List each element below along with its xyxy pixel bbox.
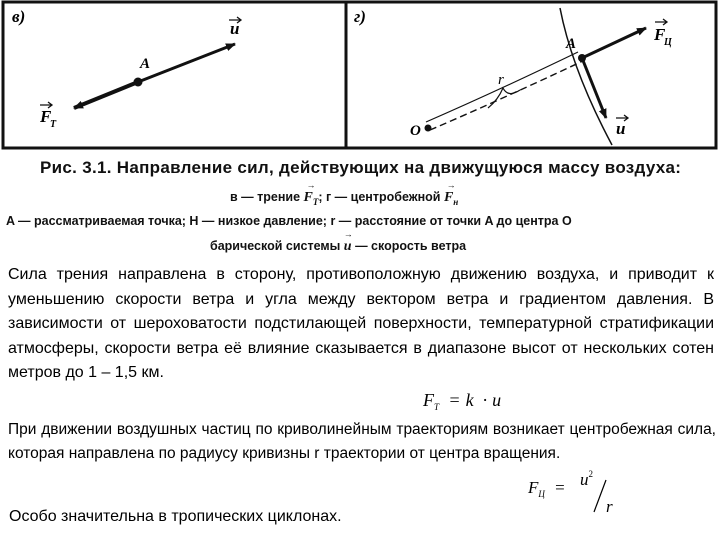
right-vector-u-label: u (616, 119, 626, 138)
center-label: O (410, 123, 421, 139)
formula-friction: $F_Т = k \cdot u$ (423, 390, 502, 412)
paragraph-friction: Сила трения направлена в сторону, противоположную движению воздуха, и приводит к уменьшению скорости ветра и угла между вектором ветра и градиентом давления. В зависимости от шероховатости подстилающей поверхности, температурной стратификации атмосферы, скорости ветра её влияние сказывается в диапазоне высот от нескольких сотен метров до 1 – 1,5 км. (8, 266, 714, 381)
left-vector-u-label: u (230, 19, 240, 38)
panel-right-label: г) (354, 7, 366, 26)
formula-centrifugal-numerator: $u^2$ (580, 469, 593, 489)
caption-friction-symbol: → $F_Т$ (304, 190, 319, 207)
paragraph-tropical: Особо значительна в тропических циклонах. (9, 508, 342, 525)
right-point-label: A (566, 36, 577, 52)
caption-legend-line-3 (210, 239, 466, 255)
caption-legend-line-1 (230, 190, 458, 207)
left-friction-line (74, 82, 138, 108)
right-point-a (578, 54, 586, 62)
paragraph-centrifugal: При движении воздушных частиц по криволинейным траекториям возникает центробежная сила, которая направлена по радиусу кривизны r траектории от центра вращения. (8, 421, 716, 462)
caption-centrifugal-text: ; г — центробежной (318, 190, 441, 204)
caption-velocity-text: — скорость ветра (355, 239, 467, 253)
radius-line (430, 60, 585, 130)
caption-centrifugal-symbol: → $F_н$ (444, 190, 458, 207)
radius-label: r (498, 72, 504, 88)
left-vector-ft-label: F (40, 107, 52, 126)
right-vector-fc-label: F (654, 25, 666, 44)
center-point-o (425, 125, 432, 132)
left-point-label: A (140, 56, 151, 72)
caption-friction-text: в — трение (230, 190, 301, 204)
formula-centrifugal-denominator: r (606, 497, 613, 516)
caption-system-text: барической системы (210, 239, 341, 253)
centrifugal-force-line (582, 28, 646, 58)
caption-velocity-symbol: → u (344, 239, 352, 255)
right-vector-fc-sub: Ц (664, 37, 672, 48)
formula-centrifugal: $F_Ц$ = (528, 478, 565, 499)
left-force-line (138, 44, 235, 82)
trajectory-curve (560, 8, 612, 145)
left-point-a (134, 78, 143, 87)
left-vector-ft-sub: Т (50, 119, 57, 130)
panel-left-label: в) (12, 7, 26, 26)
caption-legend-line-2: A — рассматриваемая точка; Н — низкое давление; r — расстояние от точки A до центра O (6, 214, 572, 228)
figure-caption-title: Рис. 3.1. Направление сил, действующих на движущуюся массу воздуха: (40, 158, 682, 177)
